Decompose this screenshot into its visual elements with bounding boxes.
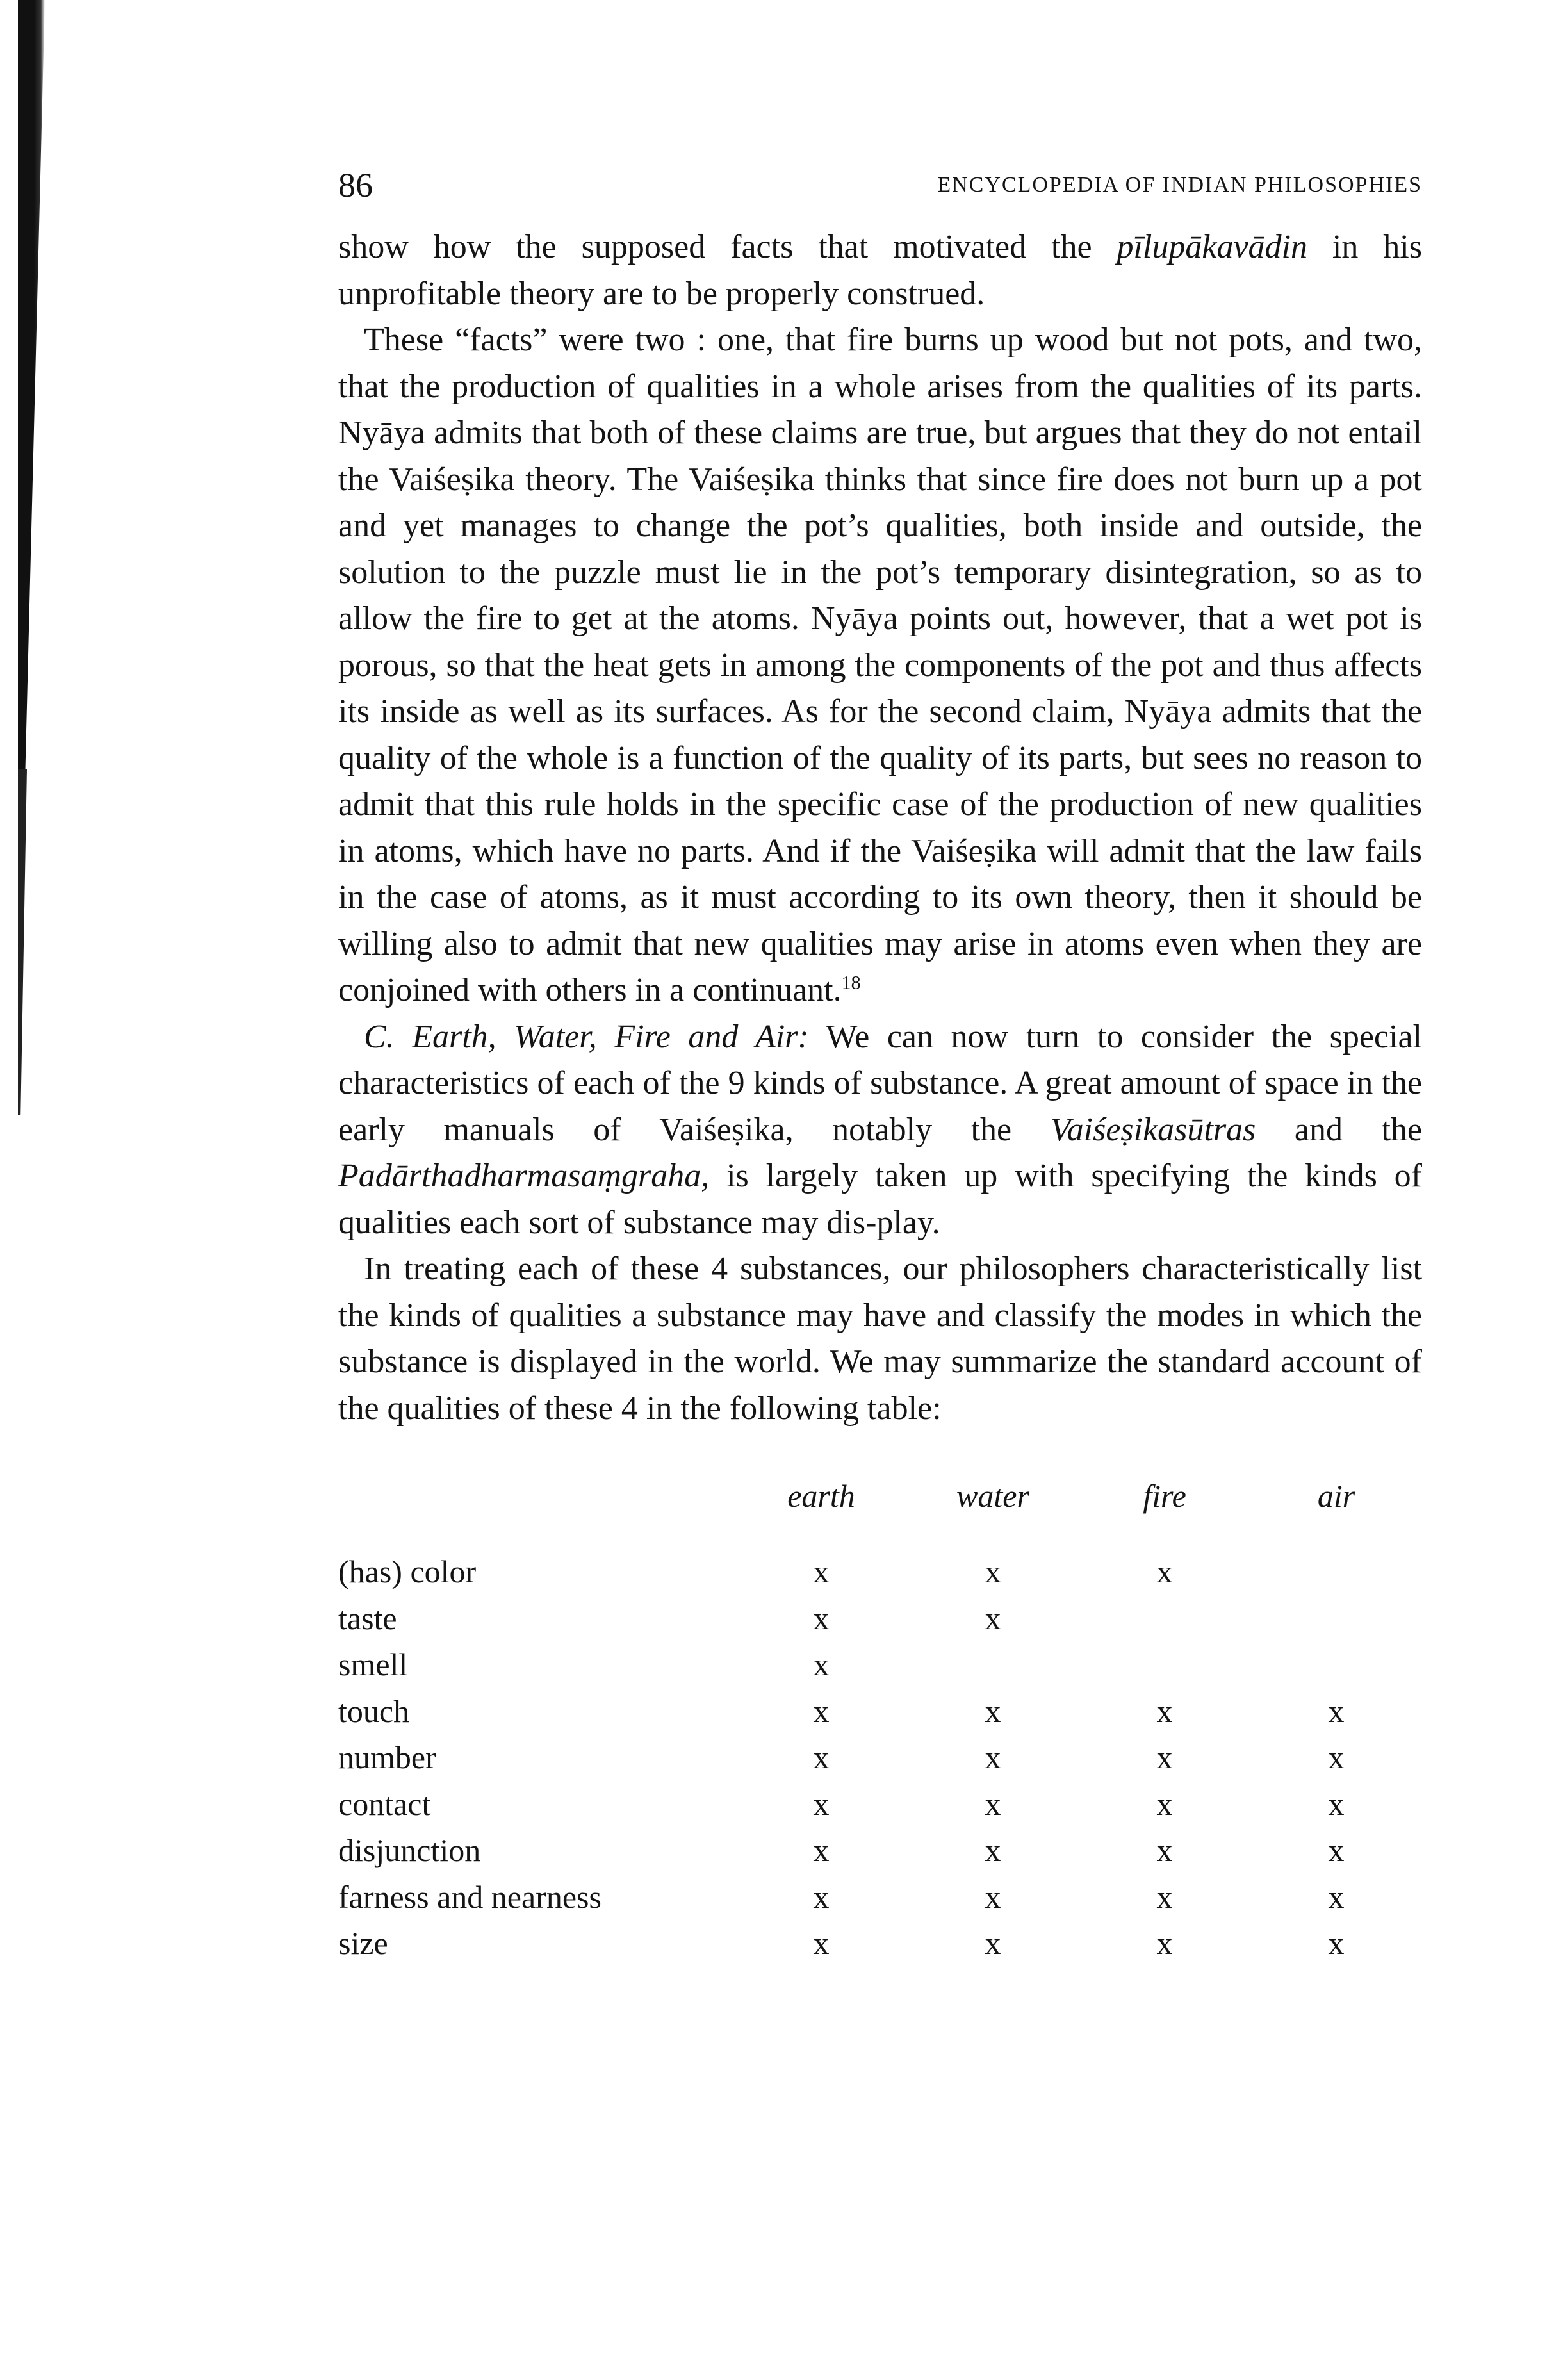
paragraph: [338, 1246, 1422, 1432]
cell-mark-earth: x: [813, 1832, 830, 1869]
table-row: [338, 1874, 1422, 1921]
table-row: [338, 1688, 1422, 1735]
cell-mark-water: x: [985, 1925, 1001, 1962]
cell-mark-earth: x: [813, 1785, 830, 1822]
italic-text: pīlupākavādin: [1117, 229, 1307, 265]
cell-mark-air: [1250, 1595, 1422, 1642]
row-label: touch: [338, 1693, 410, 1729]
page-number: 86: [338, 166, 373, 204]
cell-mark-fire: x: [1156, 1693, 1173, 1729]
cell-mark-fire: x: [1156, 1832, 1173, 1869]
cell-mark-water: x: [985, 1693, 1001, 1729]
column-header-water: water: [956, 1478, 1029, 1514]
book-binding-shadow: [18, 0, 45, 794]
table-row: [338, 1595, 1422, 1642]
footnote-marker: 18: [841, 972, 861, 994]
cell-mark-air: x: [1328, 1832, 1345, 1869]
row-label: disjunction: [338, 1832, 481, 1869]
cell-mark-water: x: [985, 1785, 1001, 1822]
table-row: [338, 1548, 1422, 1595]
cell-mark-air: [1250, 1641, 1422, 1688]
running-head: [338, 154, 1422, 224]
text-run: and the: [1256, 1111, 1423, 1148]
cell-mark-fire: x: [1156, 1785, 1173, 1822]
table-header-row: [338, 1477, 1422, 1548]
cell-mark-fire: x: [1156, 1739, 1173, 1776]
italic-text: C. Earth, Water, Fire and Air:: [364, 1018, 809, 1055]
text-run: In treating each of these 4 substances, our philosophers characteristically list the kinds of qualities a substance may have and classify the modes in which the substance is displayed in the world. We may summarize the standard account of the qualities of these 4 in the following table:: [338, 1251, 1422, 1427]
column-header-earth: earth: [787, 1478, 855, 1514]
cell-mark-water: x: [985, 1739, 1001, 1776]
cell-mark-fire: [1079, 1641, 1250, 1688]
italic-text: Padārthadharmasaṃgraha,: [338, 1158, 710, 1194]
cell-mark-water: x: [985, 1832, 1001, 1869]
column-header-fire: fire: [1143, 1478, 1186, 1514]
row-label: (has) color: [338, 1554, 477, 1590]
cell-mark-air: x: [1328, 1925, 1345, 1962]
cell-mark-water: x: [985, 1554, 1001, 1590]
cell-mark-earth: x: [813, 1739, 830, 1776]
cell-mark-air: x: [1328, 1878, 1345, 1915]
row-label: size: [338, 1925, 388, 1962]
cell-mark-earth: x: [813, 1646, 830, 1683]
cell-mark-fire: x: [1156, 1878, 1173, 1915]
column-header-air: air: [1317, 1478, 1355, 1514]
cell-mark-air: x: [1328, 1739, 1345, 1776]
paragraph: [338, 317, 1422, 1014]
text-run: is largely taken up with specifying the kinds of qualities each sort of substance may dis-play.: [338, 1158, 1422, 1241]
book-page: [338, 154, 1422, 1967]
cell-mark-water: x: [985, 1600, 1001, 1636]
table-row: [338, 1920, 1422, 1967]
row-label: number: [338, 1739, 436, 1776]
text-run: in his unprofitable theory are to be properly construed.: [338, 229, 1422, 312]
cell-mark-earth: x: [813, 1693, 830, 1729]
text-run: These “facts” were two : one, that fire burns up wood but not pots, and two, that the production of qualities in a whole arises from the qualities of its parts. Nyāya admits that both of these claims are true, but argues that they do not entail the Vaiśeṣika theory. The Vaiśeṣika thinks that since fire does not burn up a pot and yet manages to change the pot’s qualities, both inside and outside, the solution to the puzzle must lie in the pot’s temporary disintegration, so as to allow the fire to get at the atoms. Nyāya points out, however, that a wet pot is porous, so that the heat gets in among the components of the pot and thus affects its inside as well as its surfaces. As for the second claim, Nyāya admits that the quality of the whole is a function of the quality of its parts, but sees no reason to admit that this rule holds in the specific case of the production of new qualities in atoms, which have no parts. And if the Vaiśeṣika will admit that the law fails in the case of atoms, as it must according to its own theory, then it should be willing also to admit that new qualities may arise in atoms even when they are conjoined with others in a continuant.: [338, 322, 1422, 1008]
cell-mark-water: x: [985, 1878, 1001, 1915]
row-label: contact: [338, 1785, 431, 1822]
table-row: [338, 1641, 1422, 1688]
book-binding-shadow-lower: [18, 769, 27, 1115]
cell-mark-earth: x: [813, 1554, 830, 1590]
cell-mark-air: [1250, 1548, 1422, 1595]
table-header-blank: [338, 1477, 735, 1548]
cell-mark-fire: x: [1156, 1925, 1173, 1962]
text-run: We can now turn to consider the special characteristics of each of the 9 kinds of substance. A great amount of space in the early manuals of Vaiśeṣika, notably the: [338, 1018, 1422, 1148]
cell-mark-earth: x: [813, 1878, 830, 1915]
text-run: show how the supposed facts that motivated the: [338, 229, 1117, 265]
cell-mark-earth: x: [813, 1600, 830, 1636]
cell-mark-air: x: [1328, 1693, 1345, 1729]
italic-text: Vaiśeṣikasūtras: [1050, 1111, 1256, 1148]
paragraph: [338, 1014, 1422, 1247]
running-head-title: ENCYCLOPEDIA OF INDIAN PHILOSOPHIES: [937, 173, 1422, 197]
table-row: [338, 1781, 1422, 1828]
qualities-table: [338, 1477, 1422, 1967]
cell-mark-fire: x: [1156, 1554, 1173, 1590]
row-label: taste: [338, 1600, 397, 1636]
cell-mark-air: x: [1328, 1785, 1345, 1822]
cell-mark-earth: x: [813, 1925, 830, 1962]
paragraph: [338, 224, 1422, 317]
row-label: farness and nearness: [338, 1878, 601, 1915]
body-text: [338, 224, 1422, 1432]
cell-mark-water: [907, 1641, 1079, 1688]
cell-mark-fire: [1079, 1595, 1250, 1642]
table-body: [338, 1548, 1422, 1967]
table-row: [338, 1734, 1422, 1781]
row-label: smell: [338, 1646, 408, 1683]
table-row: [338, 1827, 1422, 1874]
